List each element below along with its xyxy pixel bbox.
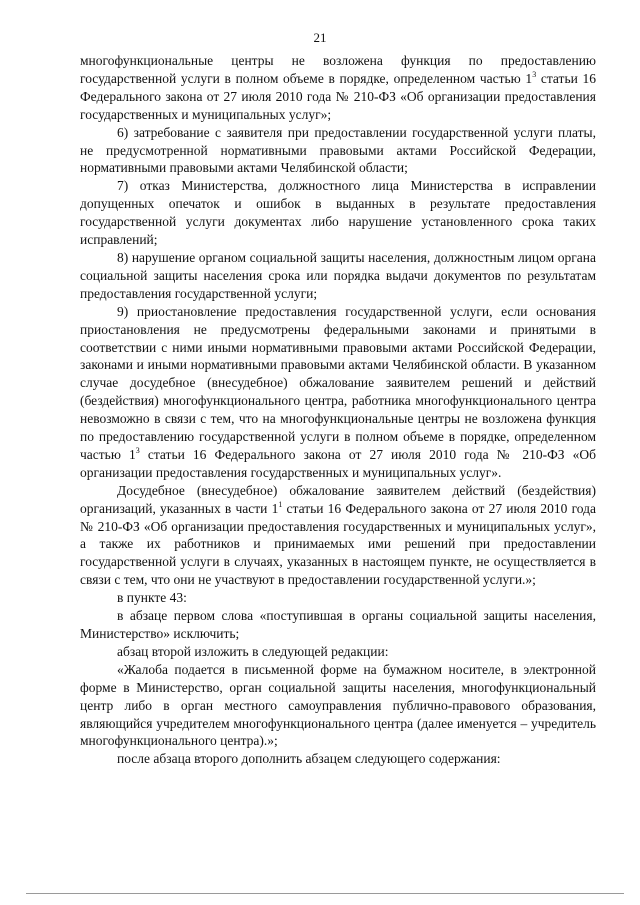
paragraph-text: 9) приостановление предоставления государственной услуги, если основания приостановления не предусмотрены федеральными законами и принятыми в соответствии с ними иными нормативными правовыми актами Российской Федерации, законами и иными нормативными правовыми актами Челябинской области. В указанном случае досудебное (внесудебное) обжалование заявителем решений и действий (бездействия) многофункционального центра, работника многофункционального центра невозможно в связи с тем, что на многофункциональные центры не возложена функция по предоставлению государственной услуги в полном объеме в порядке, определенном частью 1 [80,303,596,462]
document-body [80,52,596,768]
paragraph-p10 [80,750,596,768]
paragraph-p4 [80,303,596,482]
paragraph-text: в пункте 43: [117,590,187,606]
paragraph-text: «Жалоба подается в письменной форме на бумажном носителе, в электронной форме в Министерство, орган социальной защиты населения, многофункциональный центр либо в орган местного самоуправления публично-правового образования, являющийся учредителем многофункционального центра (далее именуется – учредитель многофункционального центра).»; [80,661,596,749]
paragraph-text: статьи 16 Федерального закона от 27 июля 2010 года № 210-ФЗ «Об организации предоставления государственных и муниципальных услуг». [80,446,596,480]
paragraph-p2 [80,177,596,249]
paragraph-text: после абзаца второго дополнить абзацем следующего содержания: [117,751,501,767]
superscript: 1 [278,499,283,509]
paragraph-p3 [80,249,596,303]
paragraph-p5 [80,482,596,589]
paragraph-p1 [80,124,596,178]
superscript: 3 [532,69,537,79]
paragraph-text: 8) нарушение органом социальной защиты населения, должностным лицом органа социальной защиты населения срока или порядка выдачи документов по результатам предоставления государственной услуги; [80,249,596,301]
paragraph-text: абзац второй изложить в следующей редакции: [117,643,389,659]
paragraph-text: Досудебное (внесудебное) обжалование заявителем действий (бездействия) организаций, указанных в части 1 [80,482,596,516]
paragraph-text: в абзаце первом слова «поступившая в органы социальной защиты населения, Министерство» исключить; [80,608,596,641]
page-number: 21 [313,30,327,45]
paragraph-text: многофункциональные центры не возложена функция по предоставлению государственной услуги в полном объеме в порядке, определенном частью 1 [80,53,596,86]
paragraph-p7 [80,607,596,643]
paragraph-text: статьи 16 Федерального закона от 27 июля 2010 года № 210-ФЗ «Об организации предоставления государственных и муниципальных услуг»; [80,70,596,122]
paragraph-text: 7) отказ Министерства, должностного лица Министерства в исправлении допущенных опечаток и ошибок в выданных в результате предоставления государственной услуги документах либо нарушение установленного срока таких исправлений; [80,178,596,248]
paragraph-p8 [80,643,596,661]
paragraph-text: 6) затребование с заявителя при предоставлении государственной услуги платы, не предусмотренной нормативными правовыми актами Российской Федерации, нормативными правовыми актами Челябинской области; [80,124,596,176]
paragraph-p9 [80,661,596,751]
scan-edge-line [26,893,624,894]
paragraph-text: статьи 16 Федерального закона от 27 июля 2010 года № 210-ФЗ «Об организации предоставления государственных и муниципальных услуг», а также их работников и принимаемых ими решений при предоставлении государственной услуги в случаях, указанных в настоящем пункте, не осуществляется в связи с тем, что они не участвуют в предоставлении государственной услуги.»; [80,500,596,588]
paragraph-p0 [80,52,596,124]
paragraph-p6 [80,589,596,607]
superscript: 3 [135,445,140,455]
